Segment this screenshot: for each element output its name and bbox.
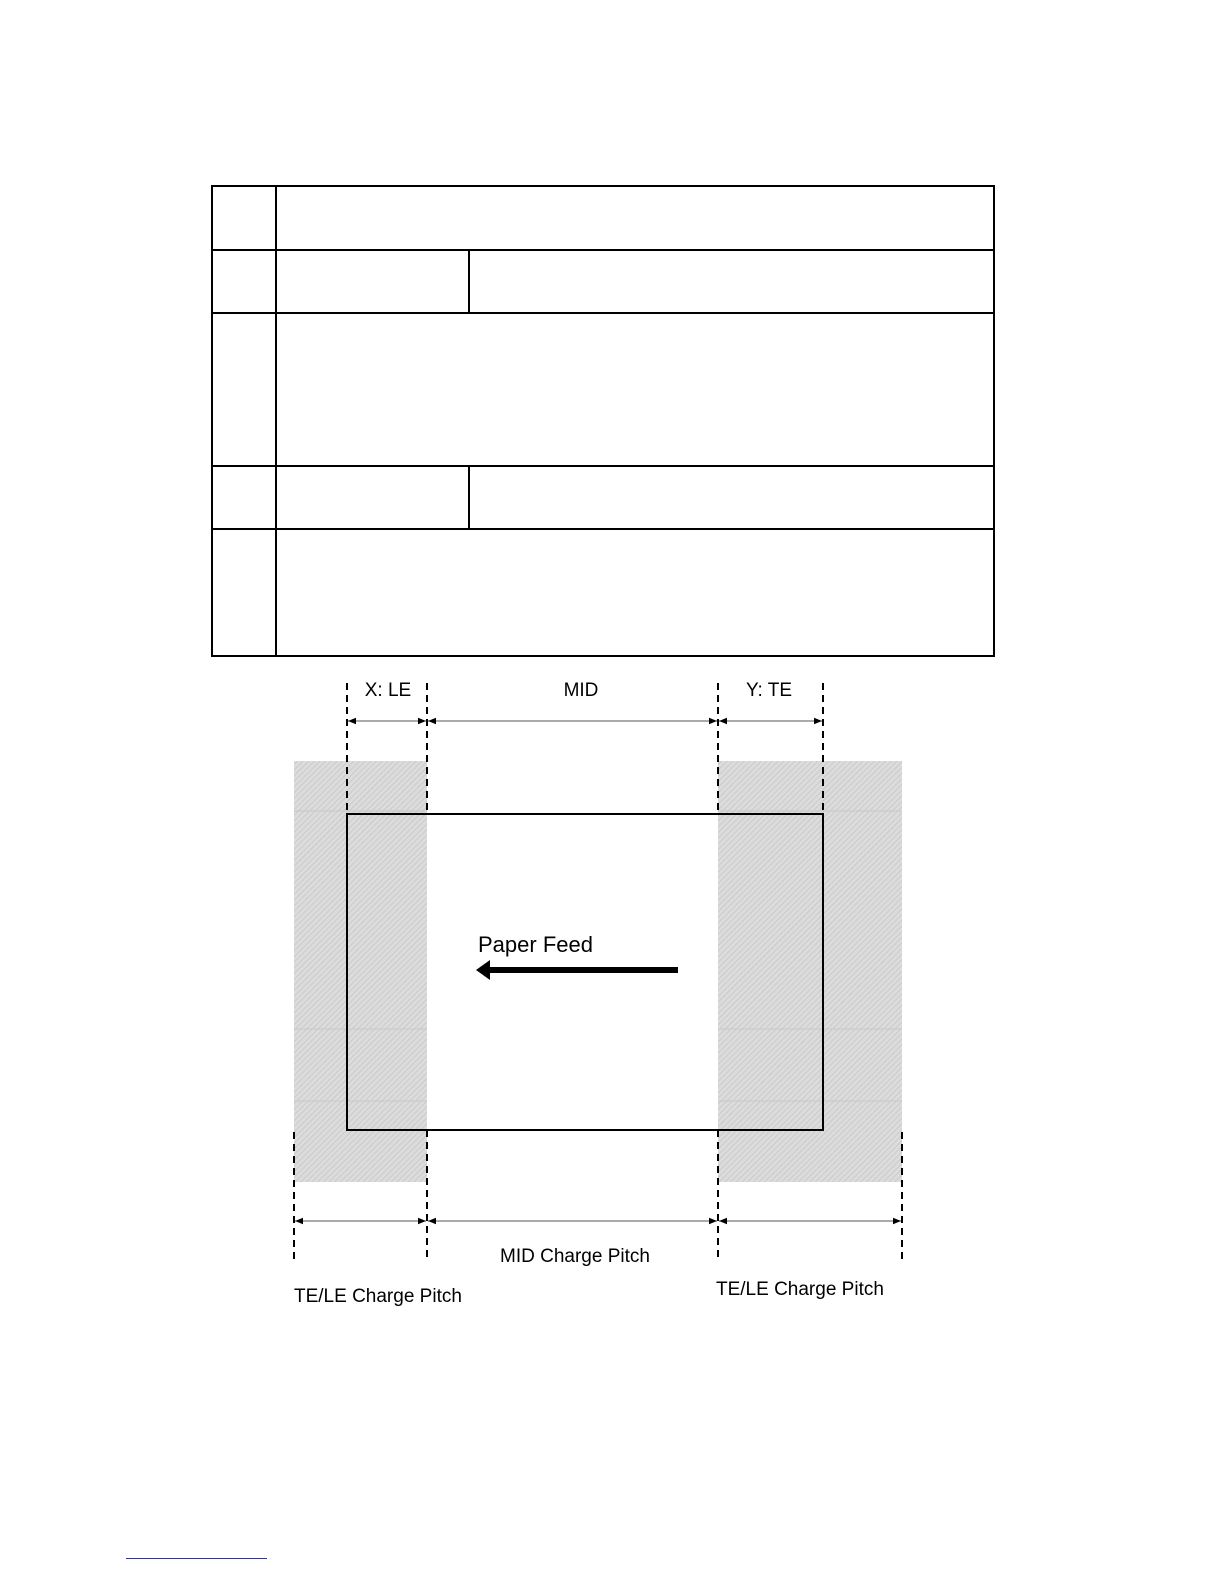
- label-y-te: Y: TE: [745, 680, 793, 701]
- label-paper-feed: Paper Feed: [478, 932, 593, 957]
- te-charge-region: [718, 761, 902, 1182]
- label-x-le: X: LE: [364, 680, 412, 701]
- label-mid: MID: [563, 680, 599, 701]
- label-mid-charge-pitch: MID Charge Pitch: [500, 1246, 650, 1267]
- label-te-le-charge-pitch-right: TE/LE Charge Pitch: [716, 1279, 884, 1300]
- le-charge-region: [294, 761, 427, 1182]
- label-te-le-charge-pitch-left: TE/LE Charge Pitch: [294, 1286, 462, 1307]
- footnote-rule: [126, 1558, 267, 1559]
